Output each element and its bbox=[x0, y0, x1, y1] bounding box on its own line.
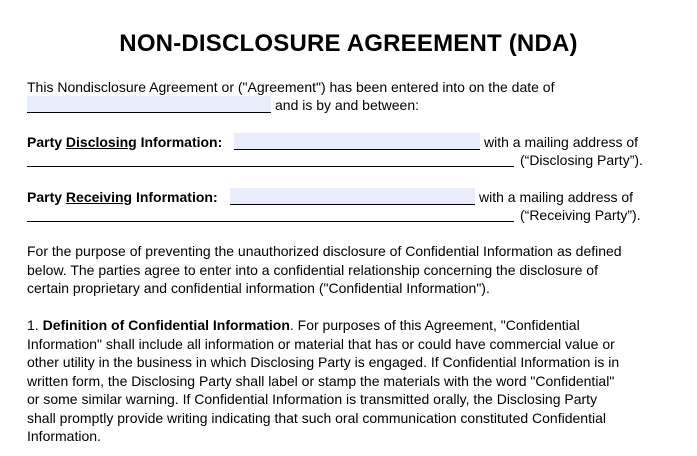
receiving-party-name-field[interactable] bbox=[230, 188, 475, 205]
receiving-party-label: Party Receiving Information: bbox=[27, 189, 218, 205]
receiving-party-end: (“Receiving Party”). bbox=[520, 207, 641, 223]
receiving-mailing-text: with a mailing address of bbox=[479, 189, 634, 205]
agreement-date-field[interactable] bbox=[27, 96, 271, 113]
purpose-line: For the purpose of preventing the unauthorized disclosure of Confidential Information as defined bbox=[27, 243, 622, 259]
intro-line-2: and is by and between: bbox=[275, 97, 419, 113]
disclosing-party-name-field[interactable] bbox=[234, 133, 480, 150]
receiving-address-line[interactable] bbox=[27, 221, 514, 222]
section-1-line: Information" shall include all information or material that has or could have commercial value or bbox=[27, 335, 615, 352]
document-title: NON-DISCLOSURE AGREEMENT (NDA) bbox=[119, 30, 578, 57]
disclosing-address-line[interactable] bbox=[27, 166, 514, 167]
section-1-line: written form, the Disclosing Party shall label or stamp the materials with the word "Confidential" bbox=[27, 372, 615, 389]
purpose-line: certain proprietary and confidential information ("Confidential Information"). bbox=[27, 280, 490, 296]
intro-line-1: This Nondisclosure Agreement or ("Agreement") has been entered into on the date of bbox=[27, 79, 555, 95]
disclosing-party-label: Party Disclosing Information: bbox=[27, 134, 223, 150]
section-1-heading: Definition of Confidential Information bbox=[42, 317, 290, 333]
section-1-line: or some similar warning. If Confidential Information is transmitted orally, the Disclosing Party bbox=[27, 391, 598, 407]
section-1-line: Information. bbox=[27, 428, 101, 444]
section-1-paragraph bbox=[27, 316, 672, 446]
purpose-paragraph bbox=[27, 242, 672, 298]
section-1-line: other utility in the business in which Disclosing Party is engaged. If Confidential Information is in bbox=[27, 354, 620, 370]
disclosing-mailing-text: with a mailing address of bbox=[484, 134, 639, 150]
purpose-line: below. The parties agree to enter into a confidential relationship concerning the disclosure of bbox=[27, 261, 598, 278]
section-1-line: shall promptly provide writing indicating that such oral communication constituted Confidential bbox=[27, 409, 606, 426]
disclosing-party-end: (“Disclosing Party”). bbox=[520, 152, 643, 168]
section-1-number: 1. bbox=[27, 317, 43, 333]
section-1-first-line: 1. Definition of Confidential Information. For purposes of this Agreement, "Confidential bbox=[27, 317, 580, 333]
